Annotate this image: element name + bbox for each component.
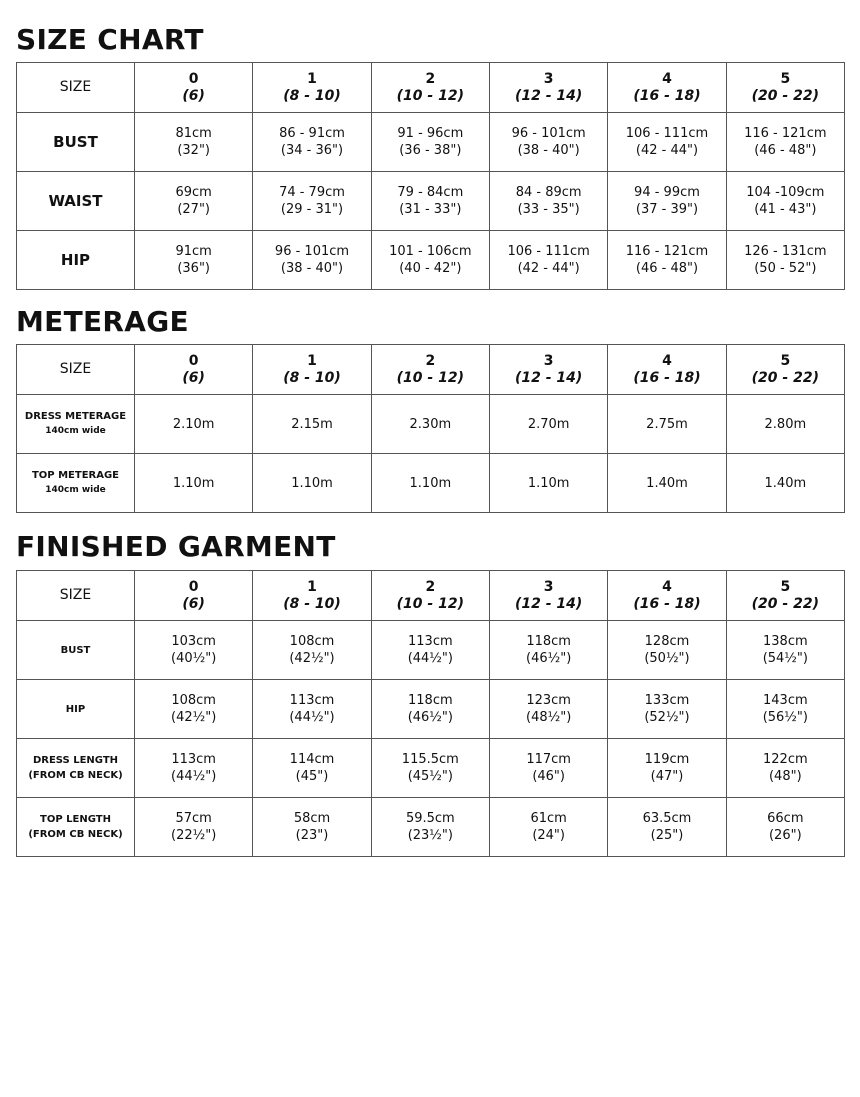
size-range: (16 - 18): [633, 369, 701, 386]
size-number: 0: [188, 578, 199, 595]
table-cell: 91cm (36"): [135, 231, 253, 290]
table-cell: 58cm (23"): [253, 798, 371, 857]
size-number: 5: [780, 352, 791, 369]
size-range: (8 - 10): [283, 369, 341, 386]
size-header-5: [726, 63, 844, 113]
table-cell: 59.5cm (23½"): [371, 798, 489, 857]
size-number: 1: [307, 352, 317, 369]
size-header-1: [253, 63, 371, 113]
row-label: TOP LENGTH (FROM CB NECK): [17, 798, 135, 857]
table-cell: 74 - 79cm (29 - 31"): [253, 172, 371, 231]
table-cell: 118cm (46½"): [371, 680, 489, 739]
size-header-3: [489, 345, 607, 395]
size-header-3: [489, 63, 607, 113]
meterage-row-top: [17, 454, 845, 513]
table-cell: 1.40m: [726, 454, 844, 513]
table-cell: 2.30m: [371, 395, 489, 454]
size-number: 5: [780, 70, 791, 87]
table-cell: 96 - 101cm (38 - 40"): [253, 231, 371, 290]
row-label: DRESS METERAGE 140cm wide: [17, 395, 135, 454]
size-header-5: [726, 571, 844, 621]
table-cell: 128cm (50½"): [608, 621, 726, 680]
table-cell: 2.15m: [253, 395, 371, 454]
table-cell: 113cm (44½"): [253, 680, 371, 739]
table-cell: 103cm (40½"): [135, 621, 253, 680]
row-label: TOP METERAGE 140cm wide: [17, 454, 135, 513]
size-header-0: [135, 571, 253, 621]
table-cell: 86 - 91cm (34 - 36"): [253, 113, 371, 172]
table-cell: 84 - 89cm (33 - 35"): [489, 172, 607, 231]
size-number: 0: [188, 70, 199, 87]
size-range: (10 - 12): [396, 87, 464, 104]
size-range: (6): [182, 369, 205, 386]
table-cell: 106 - 111cm (42 - 44"): [608, 113, 726, 172]
size-range: (20 - 22): [751, 595, 819, 612]
size-header-0: [135, 63, 253, 113]
table-cell: 61cm (24"): [489, 798, 607, 857]
meterage-row-dress: [17, 395, 845, 454]
finished-garment-title: FINISHED GARMENT: [16, 530, 336, 563]
size-range: (16 - 18): [633, 595, 701, 612]
table-cell: 108cm (42½"): [253, 621, 371, 680]
table-cell: 1.10m: [371, 454, 489, 513]
table-cell: 126 - 131cm (50 - 52"): [726, 231, 844, 290]
size-header-4: [608, 571, 726, 621]
size-range: (6): [182, 595, 205, 612]
row-label: WAIST: [17, 172, 135, 231]
table-cell: 81cm (32"): [135, 113, 253, 172]
table-cell: 116 - 121cm (46 - 48"): [726, 113, 844, 172]
size-range: (10 - 12): [396, 369, 464, 386]
size-header-2: [371, 571, 489, 621]
size-range: (8 - 10): [283, 595, 341, 612]
size-number: 1: [307, 578, 317, 595]
size-number: 0: [188, 352, 199, 369]
size-number: 2: [425, 352, 436, 369]
size-range: (16 - 18): [633, 87, 701, 104]
table-cell: 1.10m: [135, 454, 253, 513]
table-cell: 118cm (46½"): [489, 621, 607, 680]
size-number: 1: [307, 70, 317, 87]
size-range: (12 - 14): [514, 87, 583, 104]
size-chart-table: [16, 62, 845, 290]
table-cell: 117cm (46"): [489, 739, 607, 798]
table-cell: 116 - 121cm (46 - 48"): [608, 231, 726, 290]
size-number: 4: [662, 352, 672, 369]
table-cell: 113cm (44½"): [371, 621, 489, 680]
table-cell: 1.10m: [489, 454, 607, 513]
finished-garment-size-label: SIZE: [17, 571, 135, 621]
table-cell: 91 - 96cm (36 - 38"): [371, 113, 489, 172]
table-cell: 143cm (56½"): [726, 680, 844, 739]
table-cell: 123cm (48½"): [489, 680, 607, 739]
table-cell: 2.10m: [135, 395, 253, 454]
size-header-3: [489, 571, 607, 621]
finished-garment-header-row: [17, 571, 845, 621]
table-cell: 2.70m: [489, 395, 607, 454]
table-cell: 96 - 101cm (38 - 40"): [489, 113, 607, 172]
finished-garment-row-hip: [17, 680, 845, 739]
table-cell: 133cm (52½"): [608, 680, 726, 739]
row-label: DRESS LENGTH (FROM CB NECK): [17, 739, 135, 798]
row-label: HIP: [17, 680, 135, 739]
size-number: 5: [780, 578, 791, 595]
table-cell: 2.75m: [608, 395, 726, 454]
table-cell: 108cm (42½"): [135, 680, 253, 739]
table-cell: 66cm (26"): [726, 798, 844, 857]
table-cell: 119cm (47"): [608, 739, 726, 798]
meterage-title: METERAGE: [16, 305, 189, 338]
size-range: (20 - 22): [751, 369, 819, 386]
size-number: 2: [425, 70, 436, 87]
size-number: 3: [543, 70, 554, 87]
table-cell: 104 -109cm (41 - 43"): [726, 172, 844, 231]
size-chart-header-row: [17, 63, 845, 113]
size-range: (8 - 10): [283, 87, 341, 104]
size-header-2: [371, 63, 489, 113]
size-chart-row-hip: [17, 231, 845, 290]
table-cell: 69cm (27"): [135, 172, 253, 231]
table-cell: 106 - 111cm (42 - 44"): [489, 231, 607, 290]
row-label: HIP: [17, 231, 135, 290]
size-chart-title: SIZE CHART: [16, 23, 204, 56]
size-header-1: [253, 571, 371, 621]
size-range: (12 - 14): [514, 595, 583, 612]
finished-garment-row-dress-length: [17, 739, 845, 798]
table-cell: 57cm (22½"): [135, 798, 253, 857]
table-cell: 2.80m: [726, 395, 844, 454]
finished-garment-row-bust: [17, 621, 845, 680]
table-cell: 114cm (45"): [253, 739, 371, 798]
size-number: 3: [543, 578, 554, 595]
table-cell: 63.5cm (25"): [608, 798, 726, 857]
size-range: (6): [182, 87, 205, 104]
size-number: 3: [543, 352, 554, 369]
size-header-0: [135, 345, 253, 395]
size-range: (12 - 14): [514, 369, 583, 386]
meterage-header-row: [17, 345, 845, 395]
table-cell: 79 - 84cm (31 - 33"): [371, 172, 489, 231]
finished-garment-row-top-length: [17, 798, 845, 857]
size-header-4: [608, 63, 726, 113]
size-header-4: [608, 345, 726, 395]
meterage-table: [16, 344, 845, 513]
table-cell: 101 - 106cm (40 - 42"): [371, 231, 489, 290]
table-cell: 113cm (44½"): [135, 739, 253, 798]
size-header-1: [253, 345, 371, 395]
table-cell: 138cm (54½"): [726, 621, 844, 680]
finished-garment-table: [16, 570, 845, 857]
size-number: 4: [662, 70, 672, 87]
size-chart-row-waist: [17, 172, 845, 231]
row-label: BUST: [17, 113, 135, 172]
size-number: 4: [662, 578, 672, 595]
table-cell: 115.5cm (45½"): [371, 739, 489, 798]
size-chart-row-bust: [17, 113, 845, 172]
table-cell: 94 - 99cm (37 - 39"): [608, 172, 726, 231]
size-header-2: [371, 345, 489, 395]
size-chart-size-label: SIZE: [17, 63, 135, 113]
size-number: 2: [425, 578, 436, 595]
table-cell: 122cm (48"): [726, 739, 844, 798]
table-cell: 1.10m: [253, 454, 371, 513]
size-header-5: [726, 345, 844, 395]
row-label: BUST: [17, 621, 135, 680]
table-cell: 1.40m: [608, 454, 726, 513]
size-range: (10 - 12): [396, 595, 464, 612]
meterage-size-label: SIZE: [17, 345, 135, 395]
size-range: (20 - 22): [751, 87, 819, 104]
